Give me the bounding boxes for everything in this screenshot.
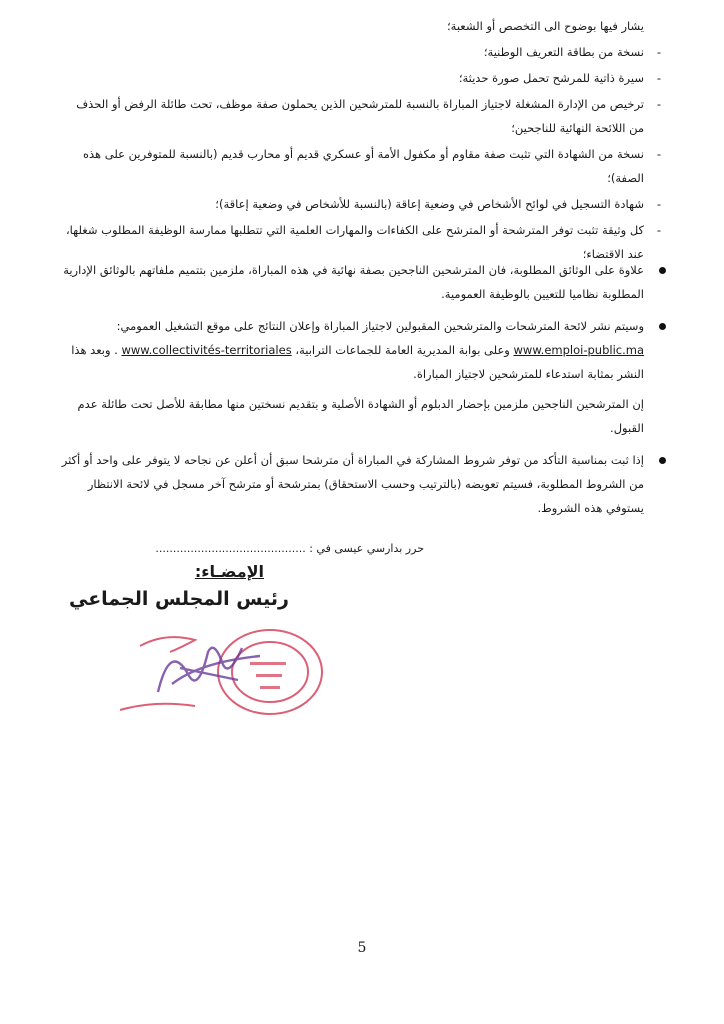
signature-stamp — [110, 622, 330, 727]
list-item: يشار فيها بوضوح الى التخصص أو الشعبة؛ — [447, 19, 644, 33]
list-item: - ترخيص من الإدارة المشغلة لاجتياز المباراة بالنسبة للمترشحين الذين يحملون صفة موظف، تحت طائلة الرفض أو الحذف من اللائحة النهائية للناجحين؛ — [76, 97, 662, 135]
place-date-line: حرر بدارسي عيسى في : ........................................... — [155, 542, 424, 555]
list-item: - كل وثيقة تثبت توفر المترشحة أو المترشح على الكفاءات والمهارات العلمية التي تتطلبها ممارسة الوظيفة المطلوب شغلها، عند الاقتضاء؛ — [65, 223, 662, 261]
required-documents-list — [60, 14, 666, 268]
list-item: - نسخة من بطاقة التعريف الوطنية؛ — [483, 45, 662, 59]
stamp-and-signature-image — [110, 622, 330, 727]
emploi-public-link[interactable]: www.emploi-public.ma — [513, 343, 644, 357]
publication-paragraph: وسيتم نشر لائحة المترشحات والمترشحين المقبولين لاجتياز المباراة وإعلان النتائج على موقع التشغيل العمومي: www.emploi-public.ma وعلى بوابة المديرية العامة للجماعات الترابية، www.collectivités-territoriales . وبعد هذا النشر بمثابة استدعاء للمترشحين لاجتياز المباراة. — [71, 319, 644, 381]
notes-list — [60, 258, 666, 528]
bullet-replacement: إذا ثبت بمناسبة التأكد من توفر شروط المشاركة في المباراة أن مترشحا سبق أن أعلن عن نجاحه لا يتوفر على واحد أو أكثر من الشروط المطلوبة، فسيتم تعويضه (بالترتيب وحسب الاستحقاق) بمترشحة أو مترشح آخر مسجل في لائحة الانتظار يستوفي هذه الشروط. — [60, 448, 666, 520]
list-item: - شهادة التسجيل في لوائح الأشخاص في وضعية إعاقة (بالنسبة للأشخاص في وضعية إعاقة)؛ — [215, 197, 662, 211]
signature-title: الإمضـاء: — [194, 562, 264, 581]
list-item: - نسخة من الشهادة التي تثبت صفة مقاوم أو مكفول الأمة أو عسكري قديم أو محارب قديم (بالنسبة للمتوفرين على هذه الصفة)؛ — [82, 147, 662, 185]
list-item: - سيرة ذاتية للمرشح تحمل صورة حديثة؛ — [458, 71, 662, 85]
collectivites-link[interactable]: www.collectivités-territoriales — [121, 343, 292, 357]
bullet-icon — [659, 323, 666, 330]
bullet-icon — [659, 457, 666, 464]
bullet-final-candidates: علاوة على الوثائق المطلوبة، فان المترشحين الناجحين بصفة نهائية في هذه المباراة، ملزمين بتتميم ملفاتهم بالوثائق الإدارية المطلوبة نظاميا للتعيين بالوظيفة العمومية. — [60, 258, 666, 306]
bullet-icon — [659, 267, 666, 274]
bullet-publication: وسيتم نشر لائحة المترشحات والمترشحين المقبولين لاجتياز المباراة وإعلان النتائج على موقع التشغيل العمومي: www.emploi-public.ma وعلى بوابة المديرية العامة للجماعات الترابية، www.collectivités-territoriales . وبعد هذا النشر بمثابة استدعاء للمترشحين لاجتياز المباراة. إن المترشحين الناجحين ملزمين بإحضار الدبلوم أو الشهادة الأصلية و بتقديم نسختين منها مطابقة للأصل تحت طائلة عدم القبول. — [60, 314, 666, 440]
page-number: 5 — [357, 940, 367, 956]
signature-role: رئيس المجلس الجماعي — [68, 588, 289, 610]
